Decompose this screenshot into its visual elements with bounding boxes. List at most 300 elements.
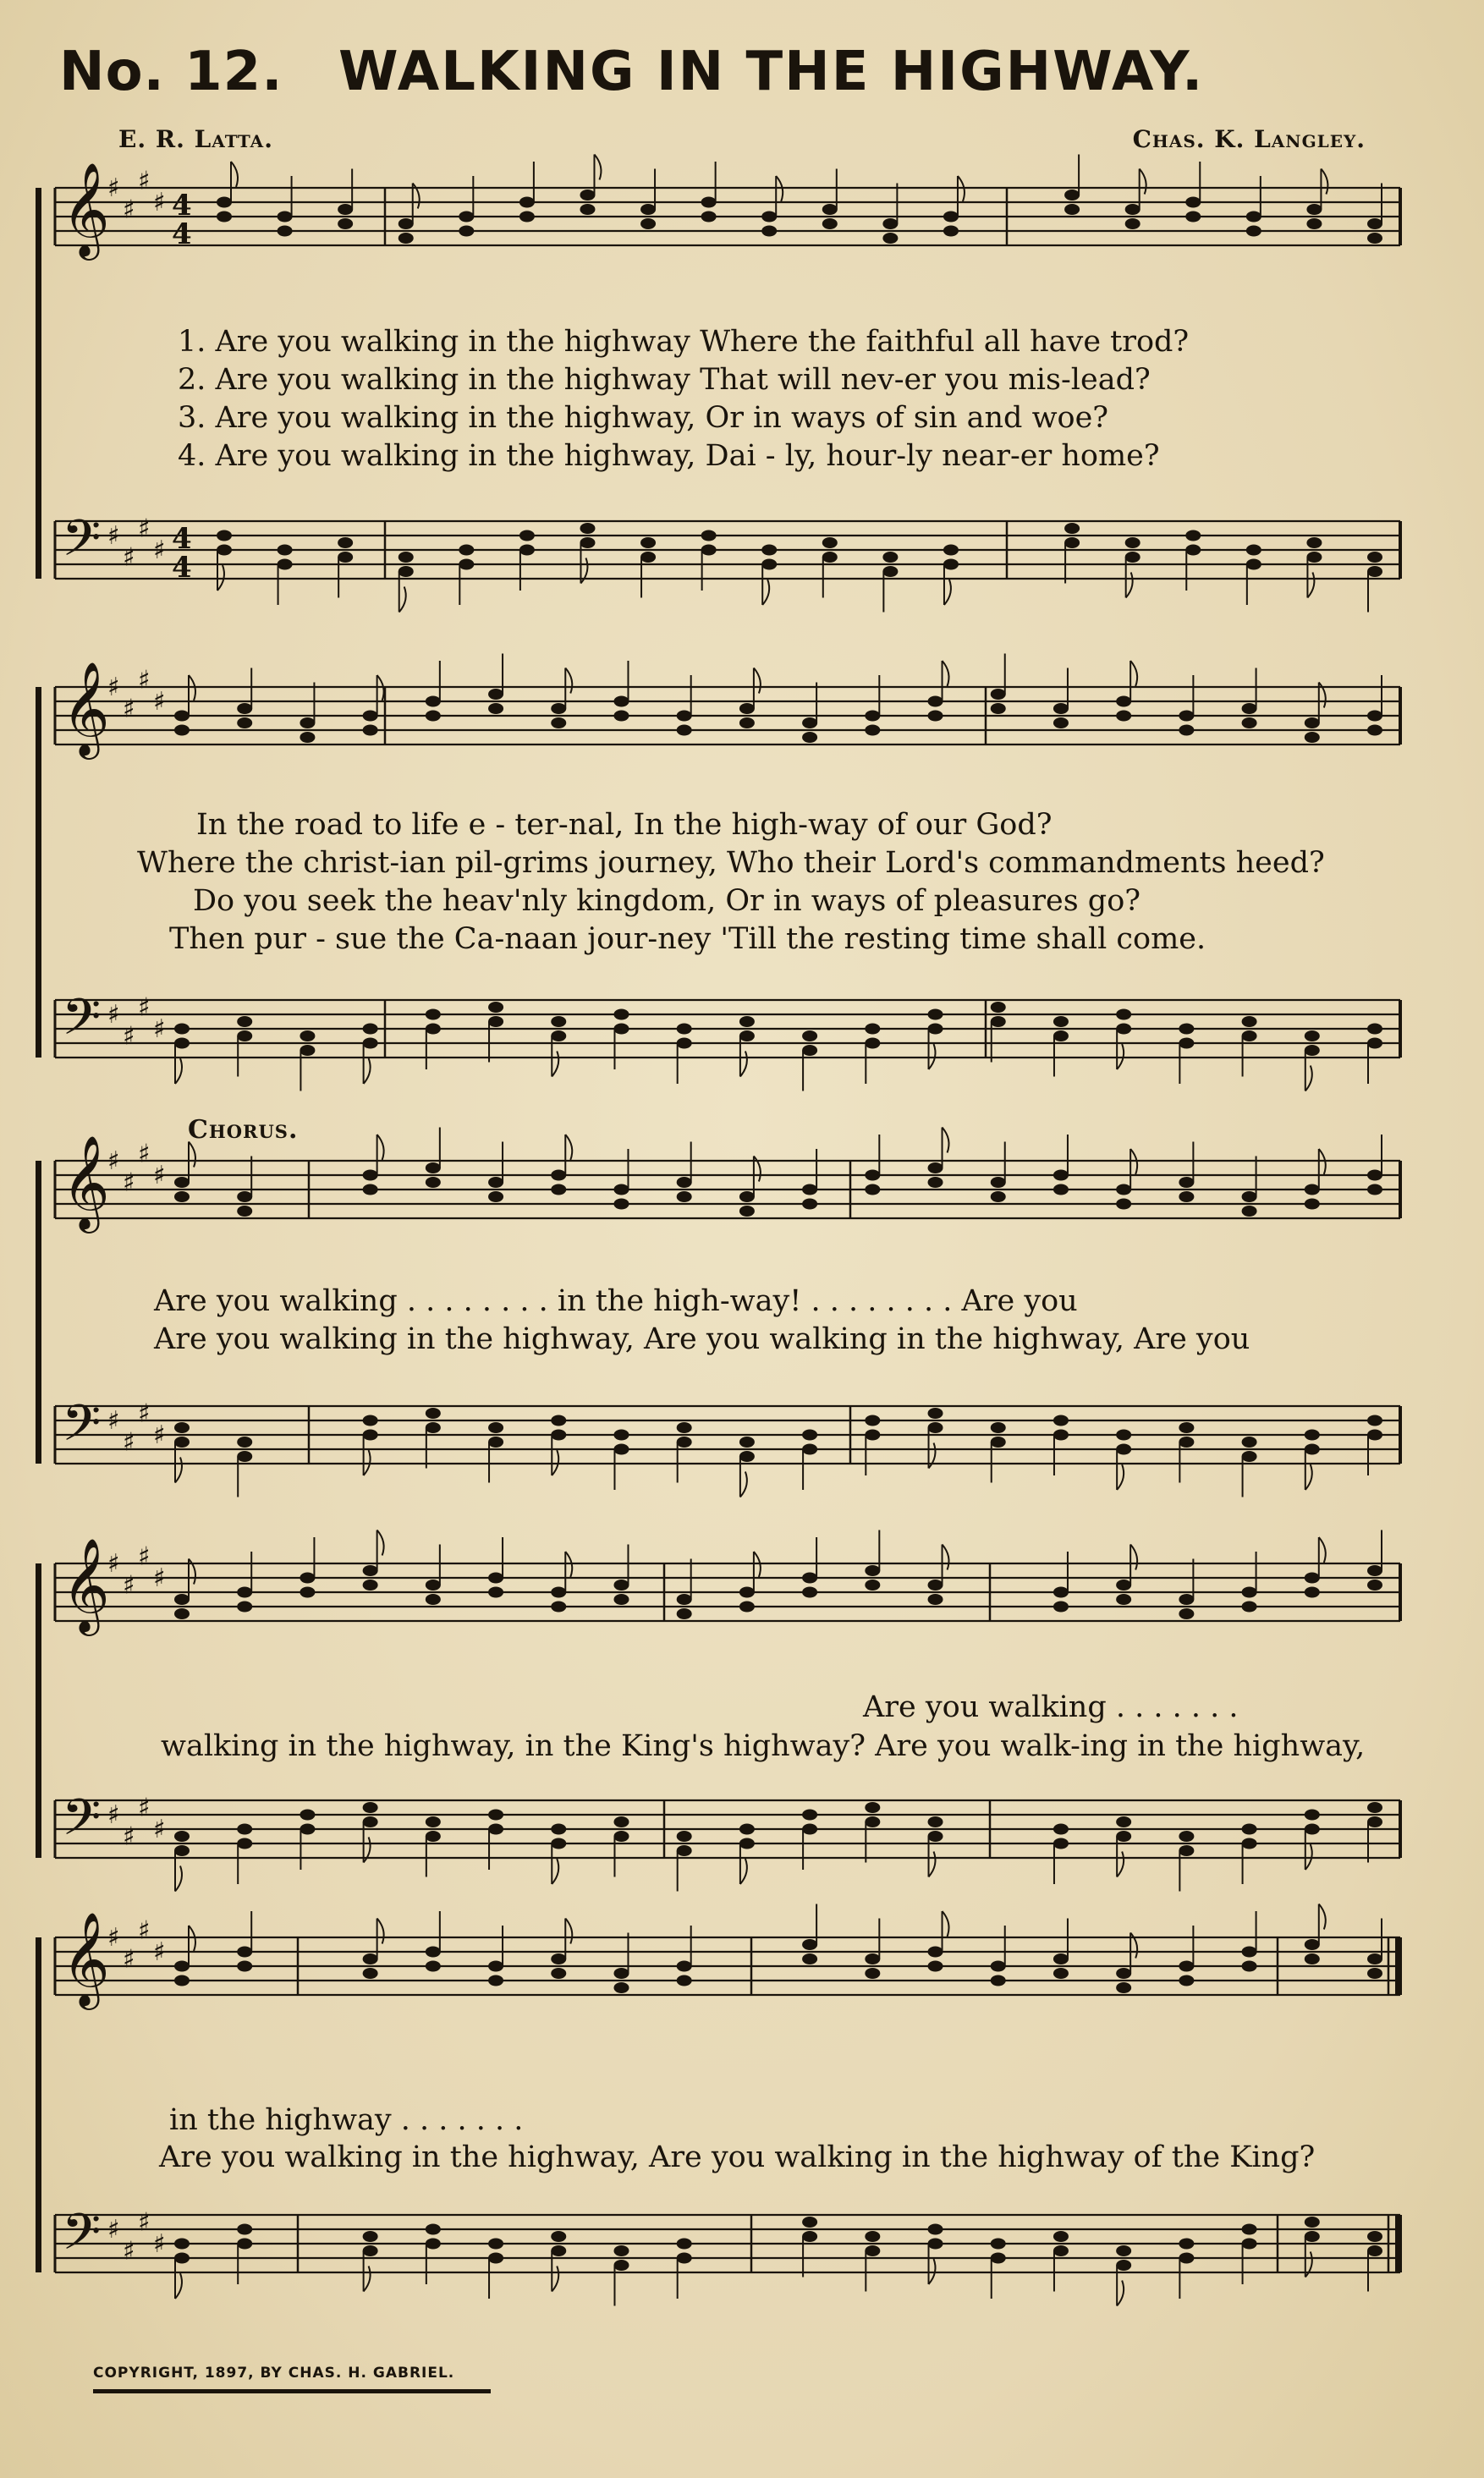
note-head: [928, 1961, 943, 1972]
note-flag: [1126, 573, 1133, 598]
note-head: [1185, 530, 1201, 541]
note-head: [426, 696, 441, 707]
note-head: [217, 545, 232, 556]
note-head: [237, 1191, 252, 1202]
note-head: [237, 703, 252, 714]
note-head: [1116, 1184, 1131, 1195]
lyricist-credit: E. R. Latta.: [118, 125, 273, 153]
key-sharp: ♯: [123, 2236, 135, 2266]
note-head: [1242, 1838, 1257, 1849]
note-head: [217, 212, 232, 223]
note-head: [1179, 1177, 1194, 1188]
note-head: [865, 1024, 880, 1035]
note-head: [739, 1437, 755, 1448]
note-head: [1125, 552, 1140, 563]
note-head: [1367, 1802, 1382, 1813]
lyric-line: 4. Are you walking in the highway, Dai - ly, hour-ly near-er home?: [178, 439, 1160, 473]
note-head: [802, 1199, 817, 1210]
note-head: [551, 717, 566, 728]
note-flag: [1305, 1066, 1312, 1091]
lyric-line: Then pur - sue the Ca-naan jour-ney 'Till the resting time shall come.: [169, 922, 1206, 956]
note-head: [1367, 566, 1382, 577]
note-head: [1053, 1602, 1069, 1613]
note-flag: [1319, 1537, 1326, 1563]
note-head: [991, 1177, 1006, 1188]
note-head: [1179, 1024, 1194, 1035]
note-head: [426, 1009, 441, 1020]
key-sharp: ♯: [123, 1168, 135, 1198]
note-head: [677, 1594, 692, 1605]
key-sharp: ♯: [107, 2215, 120, 2244]
note-head: [519, 197, 535, 208]
note-head: [488, 1961, 503, 1972]
note-head: [1116, 2260, 1131, 2271]
note-head: [426, 1408, 441, 1419]
note-head: [398, 566, 414, 577]
note-head: [488, 689, 503, 700]
note-head: [278, 212, 293, 223]
note-head: [1367, 2245, 1382, 2256]
note-head: [1367, 218, 1382, 229]
key-sharp: ♯: [107, 673, 120, 702]
key-sharp: ♯: [138, 665, 151, 695]
note-head: [459, 226, 474, 237]
note-flag: [189, 1142, 195, 1168]
key-sharp: ♯: [138, 1541, 151, 1572]
note-head: [928, 1177, 943, 1188]
note-head: [1053, 1415, 1069, 1426]
note-head: [174, 1177, 190, 1188]
note-head: [488, 1177, 503, 1188]
lyric-line: 1. Are you walking in the highway Where the faithful all have trod?: [178, 325, 1190, 359]
note-head: [802, 1939, 817, 1950]
note-head: [363, 1802, 378, 1813]
note-head: [278, 226, 293, 237]
lyric-line: Where the christ-ian pil-grims journey, Who their Lord's commandments heed?: [137, 846, 1325, 880]
note-head: [300, 1587, 315, 1598]
key-sharp: ♯: [153, 1563, 166, 1593]
note-head: [928, 1816, 943, 1827]
note-head: [1242, 1824, 1257, 1835]
lyric-line: in the highway . . . . . . .: [169, 2103, 524, 2137]
note-head: [1064, 190, 1080, 201]
key-sharp: ♯: [138, 1793, 151, 1823]
note-head: [943, 226, 959, 237]
note-head: [943, 559, 959, 570]
note-head: [865, 1565, 880, 1576]
treble-clef: 𝄞: [62, 162, 110, 256]
note-head: [677, 1422, 692, 1433]
note-head: [1242, 1437, 1257, 1448]
note-head: [1125, 204, 1140, 215]
note-head: [237, 1437, 252, 1448]
note-head: [802, 1184, 817, 1195]
note-head: [677, 1975, 692, 1986]
note-head: [1116, 1594, 1131, 1605]
note-head: [613, 1444, 629, 1455]
key-sharp: ♯: [123, 542, 135, 573]
note-head: [1179, 725, 1194, 736]
note-head: [928, 1162, 943, 1173]
note-flag: [1319, 1904, 1326, 1930]
note-head: [488, 703, 503, 714]
note-head: [802, 1045, 817, 1056]
note-head: [677, 1608, 692, 1619]
note-head: [398, 233, 414, 244]
note-head: [426, 2239, 441, 2250]
note-head: [217, 530, 232, 541]
composer-credit: Chas. K. Langley.: [1132, 125, 1366, 153]
note-flag: [944, 580, 951, 605]
note-head: [426, 1024, 441, 1035]
note-head: [991, 703, 1006, 714]
note-head: [174, 2253, 190, 2264]
note-head: [580, 204, 595, 215]
note-head: [802, 1444, 817, 1455]
note-head: [1367, 1170, 1382, 1181]
note-flag: [929, 1852, 936, 1877]
note-head: [1116, 1444, 1131, 1455]
note-head: [1179, 1191, 1194, 1202]
note-flag: [175, 1866, 182, 1892]
note-head: [1305, 1587, 1320, 1598]
note-head: [991, 1961, 1006, 1972]
note-head: [928, 2224, 943, 2235]
note-head: [802, 1953, 817, 1964]
note-head: [677, 1437, 692, 1448]
note-head: [1179, 1594, 1194, 1605]
note-head: [551, 1415, 566, 1426]
note-head: [237, 1451, 252, 1462]
note-head: [1367, 1816, 1382, 1827]
note-head: [943, 545, 959, 556]
note-head: [865, 1953, 880, 1964]
note-flag: [552, 2266, 558, 2292]
note-head: [174, 1961, 190, 1972]
note-flag: [594, 155, 601, 180]
note-head: [991, 1191, 1006, 1202]
copyright-rule: [93, 2389, 491, 2393]
lyric-line: Are you walking in the highway, Are you walking in the highway, Are you: [154, 1322, 1250, 1356]
note-head: [1242, 2239, 1257, 2250]
note-flag: [943, 1128, 949, 1153]
note-head: [701, 197, 717, 208]
note-head: [928, 1947, 943, 1958]
note-head: [822, 204, 838, 215]
key-sharp: ♯: [123, 1021, 135, 1052]
key-sharp: ♯: [138, 992, 151, 1023]
note-head: [174, 1831, 190, 1842]
note-head: [613, 1430, 629, 1441]
key-sharp: ♯: [123, 195, 135, 225]
note-head: [551, 1587, 566, 1598]
note-head: [1305, 1939, 1320, 1950]
note-head: [300, 1810, 315, 1821]
note-flag: [740, 1472, 747, 1497]
note-head: [1367, 1968, 1382, 1979]
note-head: [1064, 537, 1080, 548]
note-head: [739, 1206, 755, 1217]
lyric-line: In the road to life e - ter-nal, In the high-way of our God?: [196, 808, 1053, 842]
note-head: [865, 1430, 880, 1441]
note-head: [640, 204, 656, 215]
note-head: [1053, 1953, 1069, 1964]
note-head: [1305, 1199, 1320, 1210]
key-sharp: ♯: [153, 687, 166, 717]
note-head: [278, 545, 293, 556]
note-head: [677, 711, 692, 722]
note-head: [802, 1430, 817, 1441]
note-head: [928, 711, 943, 722]
note-head: [1116, 1580, 1131, 1591]
note-head: [174, 1024, 190, 1035]
key-sharp: ♯: [107, 1000, 120, 1030]
note-head: [1179, 711, 1194, 722]
note-head: [426, 1816, 441, 1827]
note-flag: [1305, 1464, 1312, 1490]
note-flag: [740, 1859, 747, 1884]
note-head: [802, 1573, 817, 1584]
note-head: [363, 1816, 378, 1827]
note-head: [928, 1422, 943, 1433]
note-head: [1367, 711, 1382, 722]
key-sharp: ♯: [138, 1139, 151, 1169]
note-head: [865, 1968, 880, 1979]
note-head: [338, 218, 353, 229]
key-sharp: ♯: [153, 2229, 166, 2259]
note-head: [174, 725, 190, 736]
note-head: [1305, 1953, 1320, 1964]
note-head: [237, 2239, 252, 2250]
lyric-line: Do you seek the heav'nly kingdom, Or in ways of pleasures go?: [193, 884, 1141, 918]
note-head: [426, 1961, 441, 1972]
key-sharp: ♯: [138, 166, 151, 196]
note-head: [1367, 1565, 1382, 1576]
note-head: [1185, 212, 1201, 223]
note-head: [237, 1030, 252, 1041]
chorus-label: Chorus.: [188, 1115, 299, 1145]
note-head: [1053, 2245, 1069, 2256]
note-head: [237, 1587, 252, 1598]
note-head: [1116, 1982, 1131, 1993]
note-head: [551, 1953, 566, 1964]
key-sharp: ♯: [107, 1549, 120, 1579]
note-head: [237, 1824, 252, 1835]
bass-clef: 𝄢: [62, 2202, 102, 2273]
note-head: [701, 530, 717, 541]
note-head: [488, 1437, 503, 1448]
note-head: [363, 1968, 378, 1979]
note-head: [551, 1838, 566, 1849]
note-head: [1053, 1170, 1069, 1181]
system-bracket: [36, 1563, 41, 1858]
note-head: [1367, 2231, 1382, 2242]
key-sharp: ♯: [123, 1427, 135, 1458]
note-head: [1116, 2245, 1131, 2256]
note-flag: [1307, 573, 1314, 598]
note-flag: [364, 2266, 371, 2292]
note-head: [640, 218, 656, 229]
note-head: [865, 1038, 880, 1049]
note-head: [677, 1038, 692, 1049]
note-head: [613, 696, 629, 707]
note-head: [761, 545, 777, 556]
note-head: [1305, 1824, 1320, 1835]
note-head: [1306, 204, 1322, 215]
note-head: [677, 1845, 692, 1856]
note-head: [1179, 2253, 1194, 2264]
note-head: [991, 689, 1006, 700]
note-head: [338, 552, 353, 563]
note-flag: [565, 1135, 572, 1160]
note-head: [1246, 226, 1261, 237]
note-head: [677, 1024, 692, 1035]
key-sharp: ♯: [138, 1398, 151, 1429]
note-head: [1242, 1587, 1257, 1598]
hymn-title: WALKING IN THE HIGHWAY.: [338, 41, 1205, 103]
key-sharp: ♯: [153, 1420, 166, 1450]
note-head: [1305, 732, 1320, 743]
note-head: [300, 1573, 315, 1584]
bass-clef: 𝄢: [62, 508, 102, 580]
note-head: [1053, 703, 1069, 714]
note-head: [1179, 1845, 1194, 1856]
note-head: [1116, 1199, 1131, 1210]
note-head: [1116, 1009, 1131, 1020]
note-flag: [399, 587, 406, 613]
note-head: [1242, 1191, 1257, 1202]
key-sharp: ♯: [153, 188, 166, 217]
note-head: [1179, 1422, 1194, 1433]
note-head: [991, 1975, 1006, 1986]
note-head: [613, 1982, 629, 1993]
key-sharp: ♯: [123, 1944, 135, 1975]
note-head: [613, 2245, 629, 2256]
final-bar-line: [1395, 2215, 1402, 2272]
note-head: [613, 2260, 629, 2271]
note-head: [991, 2253, 1006, 2264]
note-head: [1305, 2231, 1320, 2242]
note-head: [802, 1587, 817, 1598]
note-head: [802, 717, 817, 728]
note-head: [865, 2231, 880, 2242]
note-head: [580, 537, 595, 548]
note-flag: [1130, 1545, 1137, 1570]
note-head: [580, 190, 595, 201]
note-flag: [943, 1545, 949, 1570]
note-head: [802, 732, 817, 743]
note-head: [237, 2224, 252, 2235]
note-head: [613, 711, 629, 722]
note-head: [1053, 2231, 1069, 2242]
note-head: [426, 1580, 441, 1591]
note-head: [1053, 1184, 1069, 1195]
note-head: [174, 2239, 190, 2250]
note-head: [426, 2224, 441, 2235]
note-head: [928, 696, 943, 707]
note-head: [865, 1415, 880, 1426]
note-head: [488, 2239, 503, 2250]
key-sharp: ♯: [107, 1406, 120, 1436]
note-head: [551, 1016, 566, 1027]
note-head: [640, 552, 656, 563]
note-head: [1053, 717, 1069, 728]
note-head: [174, 1038, 190, 1049]
note-head: [1246, 559, 1261, 570]
note-head: [991, 1437, 1006, 1448]
system-bracket: [36, 687, 41, 1058]
note-flag: [552, 1859, 558, 1884]
note-head: [1306, 537, 1322, 548]
note-head: [882, 552, 898, 563]
note-head: [1242, 1602, 1257, 1613]
note-head: [580, 523, 595, 534]
note-head: [300, 1824, 315, 1835]
note-head: [739, 717, 755, 728]
lyric-line: walking in the highway, in the King's highway? Are you walk-ing in the highway,: [161, 1729, 1366, 1763]
note-head: [237, 1947, 252, 1958]
note-head: [613, 1816, 629, 1827]
note-head: [1116, 696, 1131, 707]
note-head: [1305, 1810, 1320, 1821]
note-head: [363, 1953, 378, 1964]
note-head: [677, 1177, 692, 1188]
system-bracket: [36, 1161, 41, 1464]
note-head: [1116, 1430, 1131, 1441]
note-head: [1179, 1437, 1194, 1448]
note-head: [363, 1024, 378, 1035]
key-sharp: ♯: [153, 1014, 166, 1044]
note-flag: [175, 2273, 182, 2299]
key-sharp: ♯: [107, 1146, 120, 1176]
note-head: [1367, 725, 1382, 736]
note-head: [1242, 1016, 1257, 1027]
note-head: [991, 1002, 1006, 1013]
note-head: [1367, 1024, 1382, 1035]
note-head: [1185, 197, 1201, 208]
note-head: [613, 1580, 629, 1591]
note-flag: [377, 1530, 384, 1556]
note-head: [1367, 1184, 1382, 1195]
note-head: [613, 1184, 629, 1195]
note-head: [551, 1170, 566, 1181]
note-head: [1242, 2224, 1257, 2235]
note-head: [613, 1831, 629, 1842]
key-sharp: ♯: [138, 1915, 151, 1946]
time-signature: 4: [172, 189, 192, 223]
note-head: [1305, 1045, 1320, 1056]
note-head: [613, 1968, 629, 1979]
note-head: [1305, 1030, 1320, 1041]
note-head: [1367, 1038, 1382, 1049]
note-head: [1305, 1184, 1320, 1195]
note-head: [1306, 552, 1322, 563]
note-head: [551, 1602, 566, 1613]
note-head: [174, 1845, 190, 1856]
key-sharp: ♯: [138, 2207, 151, 2238]
note-flag: [1117, 1464, 1124, 1490]
note-head: [613, 1024, 629, 1035]
note-flag: [565, 1919, 572, 1944]
note-head: [1179, 1975, 1194, 1986]
note-head: [1367, 1580, 1382, 1591]
note-head: [488, 1810, 503, 1821]
note-head: [426, 1422, 441, 1433]
note-flag: [565, 668, 572, 694]
note-head: [426, 711, 441, 722]
note-head: [278, 559, 293, 570]
note-head: [488, 1422, 503, 1433]
